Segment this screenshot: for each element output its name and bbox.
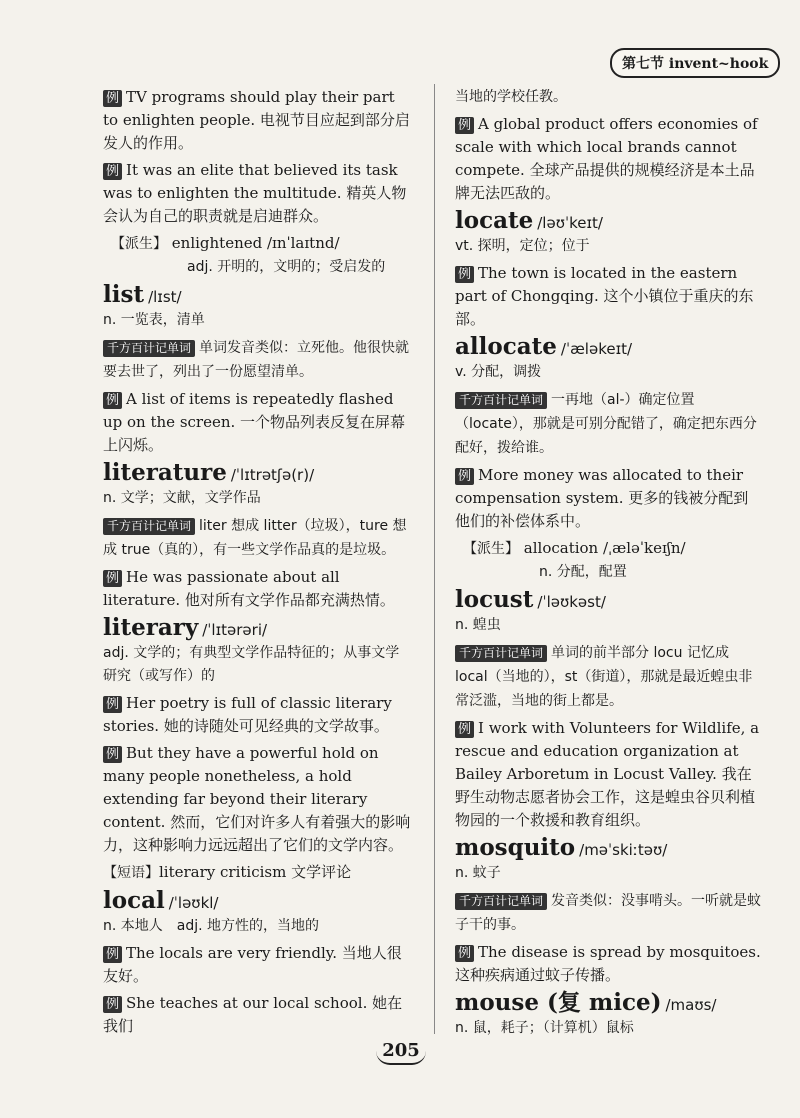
example-literature-1: 例 He was passionate about all literature. 他对所有文学作品都充满热情。 — [103, 568, 395, 609]
pos-definition: n. 一览表，清单 — [103, 312, 205, 328]
example-enlighten-1: 例 TV programs should play their part to enlighten people. 电视节目应起到部分启发人的作用。 — [103, 88, 410, 152]
memory-tip: 千方百计记单词 发音类似：没事啃头。一听就是蚊子干的事。 — [455, 893, 762, 933]
example-locust-1: 例 I work with Volunteers for Wildlife, a rescue and education organization at Bailey Arboretum in Locust Valley. 我在野生动物志愿者协会工作，这是蝗虫谷贝利植物园的一个救援和教育组织。 — [455, 719, 760, 829]
derive-allocation: 【派生】 allocation /ˌæləˈkeɪʃn/ n. 分配，配置 — [463, 539, 686, 580]
entry-list — [103, 283, 413, 309]
example-list-1: 例 A list of items is repeatedly flashed up on the screen. 一个物品列表反复在屏幕上闪烁。 — [103, 390, 406, 454]
entry-locust: locust /ˈləʊkəst/ — [455, 586, 606, 613]
example-local-2: 例 She teaches at our local school. 她在我们 — [103, 994, 403, 1035]
example-local-3: 例 A global product offers economies of scale with which local brands cannot compete. 全球产品提供的规模经济是本土品牌无法匹敌的。 — [455, 115, 758, 202]
example-enlighten-2: 例 It was an elite that believed its task was to enlighten the multitude. 精英人物会认为自己的职责就是启迪群众。 — [103, 161, 407, 225]
right-column: 当地的学校任教。 例 A global product offers economies of scale with which local brands cannot compete. 全球产品提供的规模经济是本土品牌无法匹敌的。 locate /ləʊˈkeɪt/ vt. 探明，定位；位于 例 The town is located in the eastern part of Chongqing. 这个小镇位于重庆的东部。 allocate /ˈæləkeɪt/ v. 分配，调拨 千方百计记单词 一再地（al-）确定位置（locate），那就是可别分配错了，确定把东西分配好，拨给谁。 例 More money was allocated to their compensation system. 更多的钱被分配到他们的补偿体系中。 【派生】 allocation /ˌæləˈkeɪʃn/ n. 分配，配置 locust /ˈləʊkəst/ n. 蝗虫 千方百计记单词 单词的前半部分 locu 记忆成 local（当地的），st（街道），那就是最近蝗虫非常泛滥，当地的街上都是。 例 I work with Volunteers for Wildlife, a rescue and education organization at Bailey Arboretum in Locust Valley. 我在野生动物志愿者协会工作，这是蝗虫谷贝利植物园的一个救援和教育组织。 mosquito /məˈskiːtəʊ/ n. 蚊子 千方百计记单词 发音类似：没事啃头。一听就是蚊子干的事。 例 The disease is spread by mosquitoes. 这种疾病通过蚊子传播。 mouse (复 mice) /maʊs/ n. 鼠，耗子；（计算机）鼠标 — [455, 86, 763, 1044]
entry-local: local /ˈləʊkl/ — [103, 887, 219, 914]
entry-locate: locate /ləʊˈkeɪt/ — [455, 207, 603, 234]
entry-literature: literature /ˈlɪtrətʃə(r)/ — [103, 459, 315, 486]
phonetic: /lɪst/ — [148, 288, 182, 306]
example-local-2-cont: 当地的学校任教。 — [455, 89, 567, 105]
entry-allocate: allocate /ˈæləkeɪt/ — [455, 333, 633, 360]
column-divider — [434, 84, 435, 1034]
example-mosquito-1: 例 The disease is spread by mosquitoes. 这种疾病通过蚊子传播。 — [455, 943, 761, 984]
example-local-1: 例 The locals are very friendly. 当地人很友好。 — [103, 944, 402, 985]
memory-tip: 千方百计记单词 单词的前半部分 locu 记忆成 local（当地的），st（街道），那就是最近蝗虫非常泛滥，当地的街上都是。 — [455, 645, 753, 709]
entry-mouse: mouse (复 mice) /maʊs/ — [455, 989, 717, 1016]
entry-mosquito: mosquito /məˈskiːtəʊ/ — [455, 834, 668, 861]
page-number: 205 — [376, 1040, 426, 1065]
section-header-tab: 第七节 invent~hook — [610, 48, 780, 78]
example-tag: 例 — [103, 90, 122, 107]
example-allocate-1: 例 More money was allocated to their compensation system. 更多的钱被分配到他们的补偿体系中。 — [455, 466, 749, 530]
phrase-literary: 【短语】literary criticism 文学评论 — [103, 863, 352, 881]
example-locate-1: 例 The town is located in the eastern part of Chongqing. 这个小镇位于重庆的东部。 — [455, 264, 754, 328]
memory-tip: 千方百计记单词 单词发音类似：立死他。他很快就要去世了，列出了一份愿望清单。 — [103, 340, 410, 380]
memory-tip: 千方百计记单词 一再地（al-）确定位置（locate），那就是可别分配错了，确定把东西分配好，拨给谁。 — [455, 392, 757, 456]
entry-literary: literary /ˈlɪtərəri/ — [103, 614, 268, 641]
derive-enlightened: 【派生】 enlightened /ɪnˈlaɪtnd/ adj. 开明的，文明的；受启发的 — [111, 234, 386, 275]
example-literary-1: 例 Her poetry is full of classic literary stories. 她的诗随处可见经典的文学故事。 — [103, 694, 392, 735]
example-literary-2: 例 But they have a powerful hold on many people nonetheless, a hold extending far beyond their literary content. 然而，它们对许多人有着强大的影响力，这种影响力远远超出了它们的文学内容。 — [103, 744, 411, 854]
example-tag: 例 — [103, 163, 122, 180]
memory-tip: 千方百计记单词 liter 想成 litter（垃圾），ture 想成 true（真的），有一些文学作品真的是垃圾。 — [103, 518, 407, 558]
headword: list — [103, 281, 145, 308]
memory-tag: 千方百计记单词 — [103, 340, 195, 357]
left-column: 例 TV programs should play their part to enlighten people. 电视节目应起到部分启发人的作用。 例 It was an elite that believed its task was to enlighten the multitude. 精英人物会认为自己的职责就是启迪群众。 【派生】 enlightened /ɪnˈlaɪtnd/ adj. 开明的，文明的；受启发的 list /lɪst/ n. 一览表，清单 千方百计记单词 单词发音类似：立死他。他很快就要去世了，列出了一份愿望清单。 例 A list of items is repeatedly flashed up on the screen. 一个物品列表反复在屏幕上闪烁。 literature /ˈlɪtrətʃə(r)/ n. 文学；文献，文学作品 千方百计记单词 liter 想成 litter（垃圾），ture 想成 true（真的），有一些文学作品真的是垃圾。 例 He was passionate about all literature. 他对所有文学作品都充满热情。 literary /ˈlɪtərəri/ adj. 文学的；有典型文学作品特征的；从事文学研究（或写作）的 例 Her poetry is full of classic literary stories. 她的诗随处可见经典的文学故事。 例 But they have a powerful hold on many people nonetheless, a hold extending far beyond their literary content. 然而，它们对许多人有着强大的影响力，这种影响力远远超出了它们的文学内容。 【短语】literary criticism 文学评论 local /ˈləʊkl/ n. 本地人 adj. 地方性的，当地的 例 The locals are very friendly. 当地人很友好。 例 She teaches at our local school. 她在我们 — [103, 86, 413, 1042]
